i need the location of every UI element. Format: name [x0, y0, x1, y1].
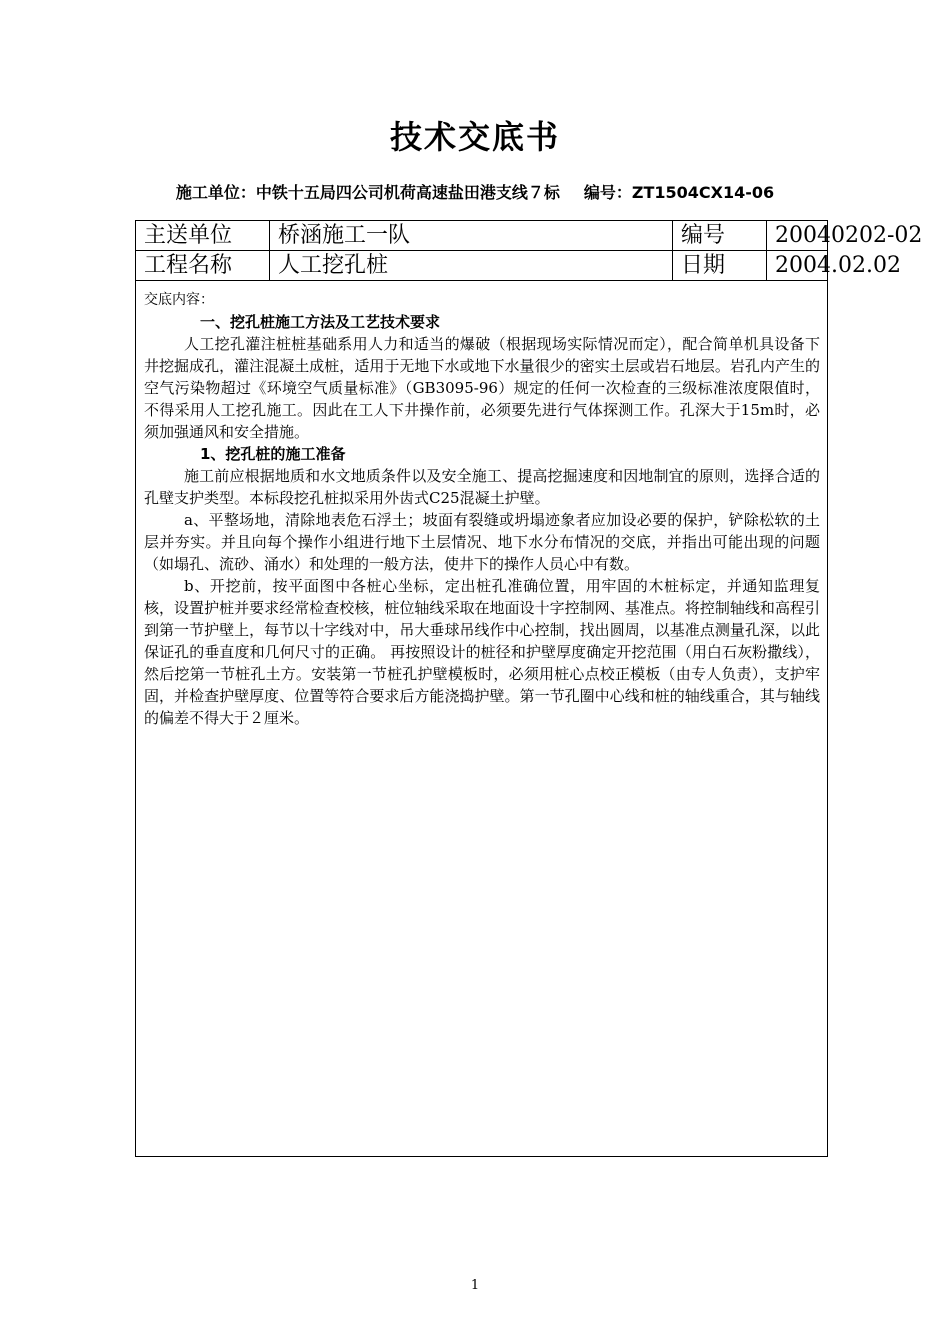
paragraph: 施工前应根据地质和水文地质条件以及安全施工、提高挖掘速度和因地制宜的原则，选择合适的孔壁支护类型。本标段挖孔桩拟采用外齿式C25混凝土护壁。 [144, 467, 820, 507]
table-row [136, 251, 901, 281]
construction-unit: 施工单位：中铁十五局四公司机荷高速盐田港支线７标 [175, 183, 560, 202]
paragraph: a、平整场地，清除地表危石浮土；坡面有裂缝或坍塌迹象者应加设必要的保护，铲除松软的土层并夯实。并且向每个操作小组进行地下土层情况、地下水分布情况的交底，并指出可能出现的问题（如塌孔、流砂、涌水）和处理的一般方法，使井下的操作人员心中有数。 [144, 511, 820, 573]
recipient-value: 桥涵施工一队 [270, 221, 673, 250]
table-row [136, 221, 923, 251]
document-subheader [0, 180, 950, 203]
document-title: 技术交底书 [389, 118, 560, 156]
content-label: 交底内容： [144, 292, 214, 308]
page-number: 1 [470, 1278, 480, 1293]
date-label: 日期 [673, 251, 767, 280]
serial-value: 20040202-02 [775, 223, 923, 248]
serial-label: 编号 [673, 221, 767, 250]
paragraph: 人工挖孔灌注桩桩基础系用人力和适当的爆破（根据现场实际情况而定），配合简单机具设备下井挖掘成孔，灌注混凝土成桩，适用于无地下水或地下水量很少的密实土层或岩石地层。岩孔内产生的空气污染物超过《环境空气质量标准》（GB3095-96）规定的任何一次检查的三级标准浓度限值时，不得采用人工挖孔施工。因此在工人下井操作前，必须要先进行气体探测工作。孔深大于15m时，必须加强通风和安全措施。 [144, 335, 820, 441]
recipient-label: 主送单位 [136, 221, 270, 250]
disclosure-content [144, 289, 820, 729]
project-name-value: 人工挖孔桩 [270, 251, 673, 280]
section-heading: 一、挖孔桩施工方法及工艺技术要求 [200, 313, 441, 331]
paragraph: b、开挖前，按平面图中各桩心坐标，定出桩孔准确位置，用牢固的木桩标定，并通知监理复核，设置护桩并要求经常检查校核，桩位轴线采取在地面设十字控制网、基准点。将控制轴线和高程引到第一节护壁上，每节以十字线对中，吊大垂球吊线作中心控制，找出圆周，以基准点测量孔深，以此保证孔的垂直度和几何尺寸的正确。 再按照设计的桩径和护壁厚度确定开挖范围（用白石灰粉撒线），然后挖第一节桩孔土方。安装第一节桩孔护壁模板时，必须用桩心点校正模板（由专人负责），支护牢固，并检查护壁厚度、位置等符合要求后方能浇捣护壁。第一节孔圈中心线和桩的轴线重合，其与轴线的偏差不得大于２厘米。 [144, 577, 820, 727]
subsection-heading: 1、挖孔桩的施工准备 [200, 445, 346, 463]
disclosure-table [135, 220, 923, 1157]
document-number: 编号：ZT1504CX14-06 [583, 183, 775, 202]
date-value: 2004.02.02 [775, 253, 901, 278]
project-name-label: 工程名称 [136, 251, 270, 280]
